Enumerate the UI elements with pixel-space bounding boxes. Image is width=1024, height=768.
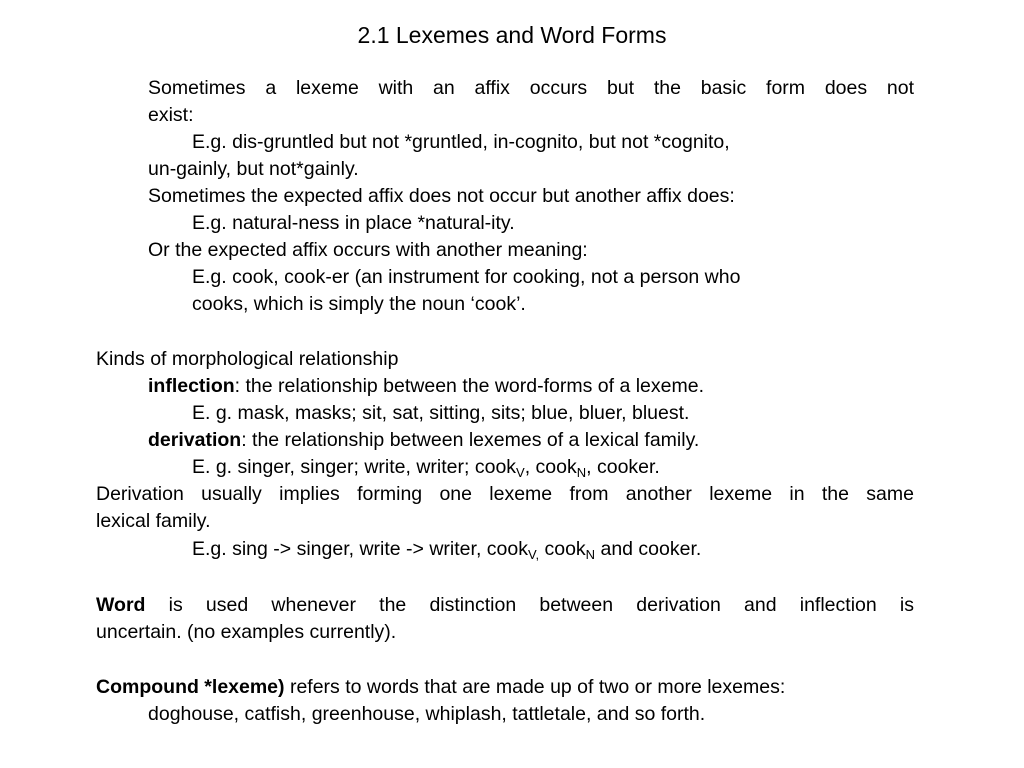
example-line: cooks, which is simply the noun ‘cook’. (192, 293, 526, 315)
slide-title: 2.1 Lexemes and Word Forms (357, 22, 667, 48)
compound-definition (96, 674, 785, 701)
term-derivation: derivation (148, 429, 242, 451)
section-heading: Kinds of morphological relationship (96, 348, 399, 370)
example-text: , cooker. (586, 456, 660, 478)
definition-derivation (148, 427, 699, 454)
text-line: Sometimes the expected affix does not occur but another affix does: (148, 185, 735, 207)
subscript: N (585, 547, 596, 562)
example-text: , cook (524, 456, 577, 478)
subscript: V (516, 465, 525, 480)
example-text: and cooker. (595, 538, 702, 560)
text-line: lexical family. (96, 510, 211, 532)
example-line (192, 536, 701, 563)
text-line: exist: (148, 104, 194, 126)
example-text: E.g. sing -> singer, write -> writer, cook (192, 538, 528, 560)
word-definition (96, 592, 914, 619)
definition-text: : the relationship between lexemes of a lexical family. (241, 429, 700, 451)
example-line: un-gainly, but not*gainly. (148, 158, 359, 180)
example-line: E.g. cook, cook-er (an instrument for cooking, not a person who (192, 266, 741, 288)
term-compound: Compound *lexeme) (96, 676, 285, 698)
text-line: Derivation usually implies forming one lexeme from another lexeme in the same (96, 483, 914, 505)
term-word: Word (96, 594, 146, 616)
definition-inflection (148, 373, 704, 400)
example-line: doghouse, catfish, greenhouse, whiplash, tattletale, and so forth. (148, 703, 706, 725)
definition-text: is used whenever the distinction between derivation and inflection is (145, 594, 914, 616)
text-line: Sometimes a lexeme with an affix occurs but the basic form does not (148, 77, 914, 99)
subscript: V, (527, 547, 540, 562)
example-text: E. g. singer, singer; write, writer; cook (192, 456, 517, 478)
subscript: N (576, 465, 587, 480)
example-line (192, 454, 660, 481)
definition-text: : the relationship between the word-forms of a lexeme. (234, 375, 704, 397)
term-inflection: inflection (148, 375, 235, 397)
example-text: cook (539, 538, 586, 560)
definition-text: refers to words that are made up of two or more lexemes: (284, 676, 786, 698)
text-line: uncertain. (no examples currently). (96, 621, 397, 643)
example-line: E.g. natural-ness in place *natural-ity. (192, 212, 515, 234)
text-line: Or the expected affix occurs with another meaning: (148, 239, 588, 261)
example-line: E. g. mask, masks; sit, sat, sitting, sits; blue, bluer, bluest. (192, 402, 690, 424)
example-line: E.g. dis-gruntled but not *gruntled, in-cognito, but not *cognito, (192, 131, 730, 153)
